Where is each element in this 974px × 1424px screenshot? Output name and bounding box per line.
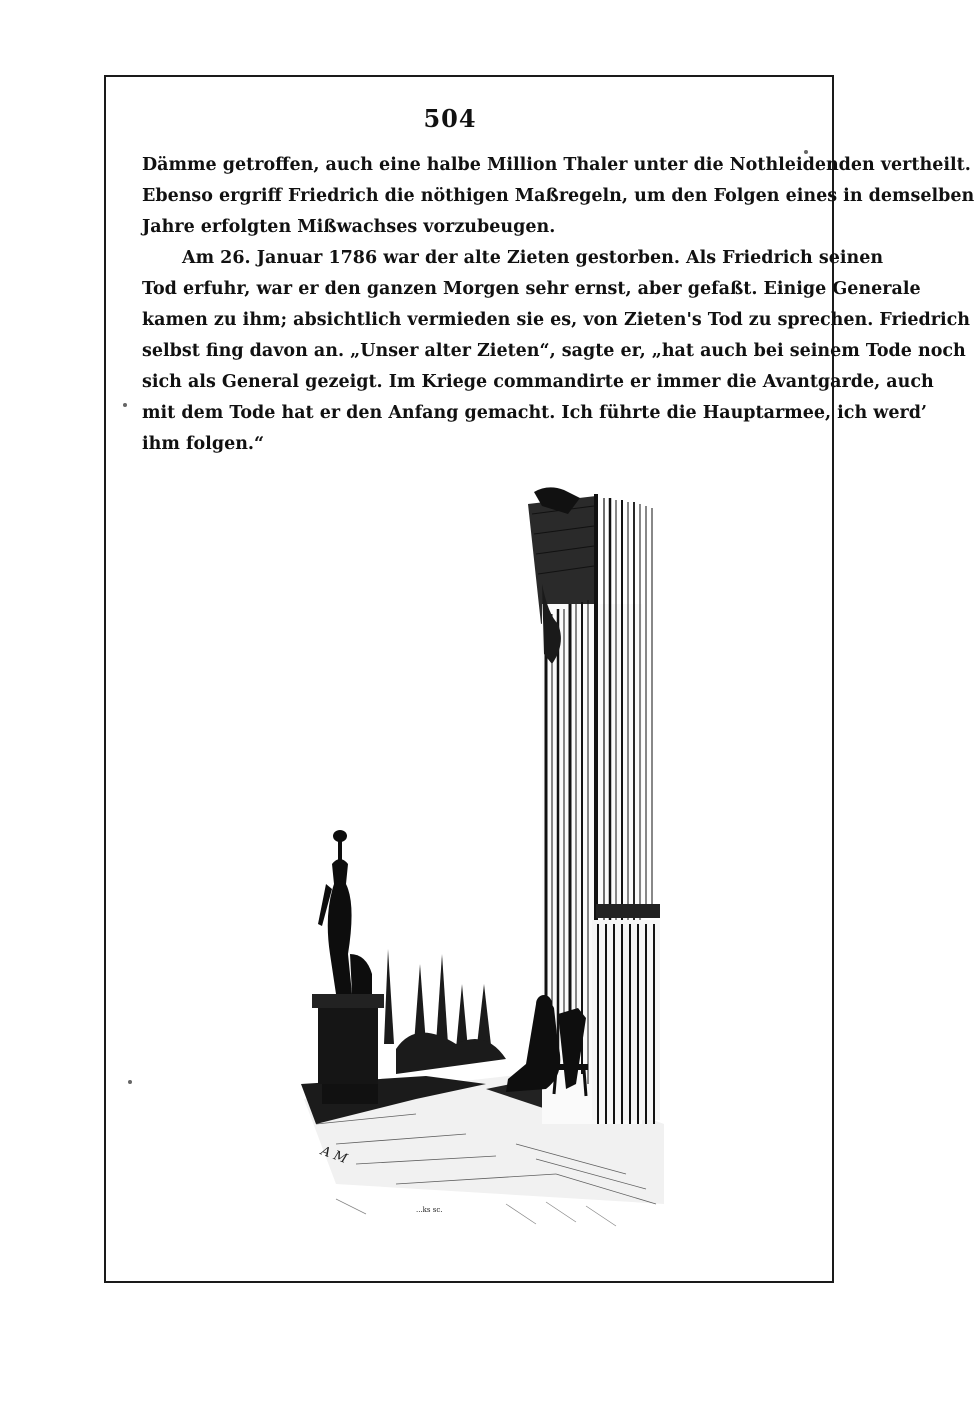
engraving-svg: [296, 484, 664, 1234]
illustration-signature: A M: [318, 1143, 349, 1167]
text-line: Dämme getroffen, auch eine halbe Million Thaler unter die Nothleidenden vertheilt.: [142, 155, 971, 175]
engraver-mark: ...ks sc.: [416, 1206, 443, 1214]
text-line: mit dem Tode hat er den Anfang gemacht. Ich führte die Hauptarmee, ich werd’: [142, 403, 928, 423]
page-number: 504: [423, 104, 477, 133]
text-line: Ebenso ergriff Friedrich die nöthigen Maßregeln, um den Folgen eines in demselben: [142, 186, 974, 206]
edge-speck: [123, 403, 127, 407]
edge-speck: [128, 1080, 132, 1084]
text-line: sich als General gezeigt. Im Kriege commandirte er immer die Avantgarde, auch: [142, 372, 934, 392]
text-line: kamen zu ihm; absichtlich vermieden sie es, von Zieten's Tod zu sprechen. Friedrich: [142, 310, 971, 330]
body-text: [142, 150, 974, 460]
text-line: Jahre erfolgten Mißwachses vorzubeugen.: [142, 217, 556, 237]
text-line: Tod erfuhr, war er den ganzen Morgen sehr ernst, aber gefaßt. Einige Generale: [142, 279, 921, 299]
text-line: ihm folgen.“: [142, 434, 265, 454]
text-line: Am 26. Januar 1786 war der alte Zieten gestorben. Als Friedrich seinen: [182, 248, 884, 268]
edge-speck: [804, 150, 808, 154]
engraving-illustration: [296, 484, 664, 1234]
text-line: selbst fing davon an. „Unser alter Zieten“, sagte er, „hat auch bei seinem Tode noch: [142, 341, 966, 361]
